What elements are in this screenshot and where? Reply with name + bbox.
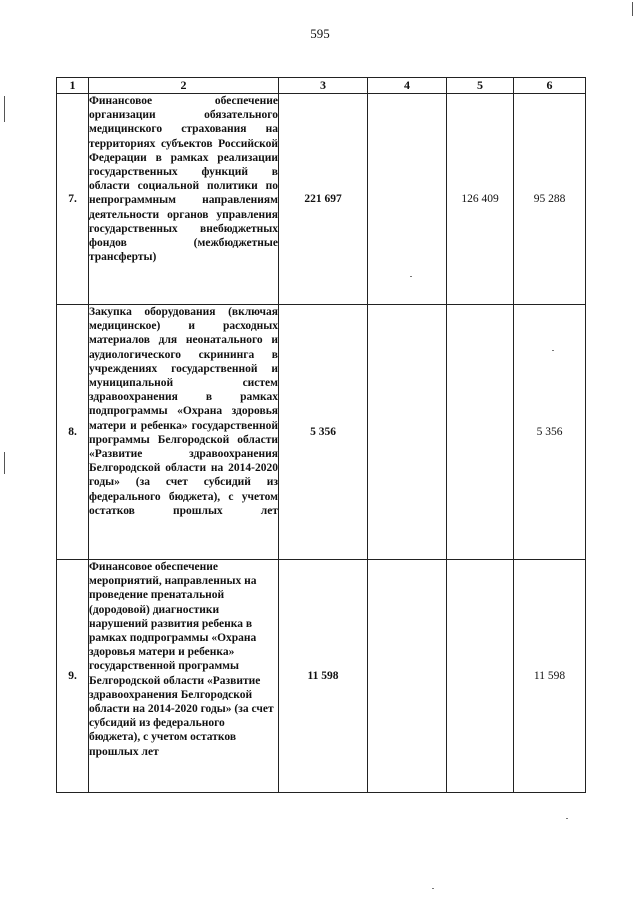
row-col6-value: 11 598 [514,560,586,793]
header-col-4: 4 [368,78,447,94]
row-number: 7. [57,94,89,305]
row-description [89,305,279,560]
row-description-text: Финансовое обеспечение организации обязательного медицинского страхования на территориях субъектов Российской Федерации в рамках реализации государственных функций в области социальной политики по непрограммным направлениям деятельности органов управления государственных внебюджетных фондов (межбюджетные трансферты) [89,95,278,264]
row-col3-value: 5 356 [279,305,368,560]
row-col5-value [447,305,514,560]
row-description-text: Финансовое обеспечение мероприятий, направленных на проведение пренатальной (дородовой) диагностики нарушений развития ребенка в рамках подпрограммы «Охрана здоровья матери и ребенка» государственной программы Белгородской области «Развитие здравоохранения Белгородской области на 2014-2020 годы» (за счет субсидий из федерального бюджета), с учетом остатков прошлых лет [89,561,274,758]
row-col4-value [368,560,447,793]
row-col6-value: 5 356 [514,305,586,560]
row-col6-value: 95 288 [514,94,586,305]
scan-margin-mark [4,452,5,474]
header-col-5: 5 [447,78,514,94]
row-col4-value [368,94,447,305]
row-number: 8. [57,305,89,560]
scan-dot [566,818,568,819]
row-col3-value: 221 697 [279,94,368,305]
header-col-2: 2 [89,78,279,94]
header-col-3: 3 [279,78,368,94]
table-header-row [57,78,586,94]
scan-dot [552,350,554,351]
header-col-1: 1 [57,78,89,94]
row-col3-value: 11 598 [279,560,368,793]
header-col-6: 6 [514,78,586,94]
table-row [57,94,586,305]
row-description [89,94,279,305]
row-col4-value [368,305,447,560]
row-col5-value [447,560,514,793]
scan-margin-mark [632,2,633,16]
row-description-text: Закупка оборудования (включая медицинское) и расходных материалов для неонатального и аудиологического скрининга в учреждениях государственной и муниципальной систем здравоохранения в рамках подпрограммы «Охрана здоровья матери и ребенка» государственной программы Белгородской области «Развитие здравоохранения Белгородской области на 2014-2020 годы» (за счет субсидий из федерального бюджета), с учетом остатков прошлых лет [89,306,278,517]
row-number: 9. [57,560,89,793]
scan-margin-mark [4,96,5,122]
row-description [89,560,279,793]
budget-table [56,77,586,793]
scan-dot [432,888,434,889]
row-col5-value: 126 409 [447,94,514,305]
page-number: 595 [310,26,330,41]
scan-dot [410,276,412,277]
table-row [57,560,586,793]
table-row [57,305,586,560]
